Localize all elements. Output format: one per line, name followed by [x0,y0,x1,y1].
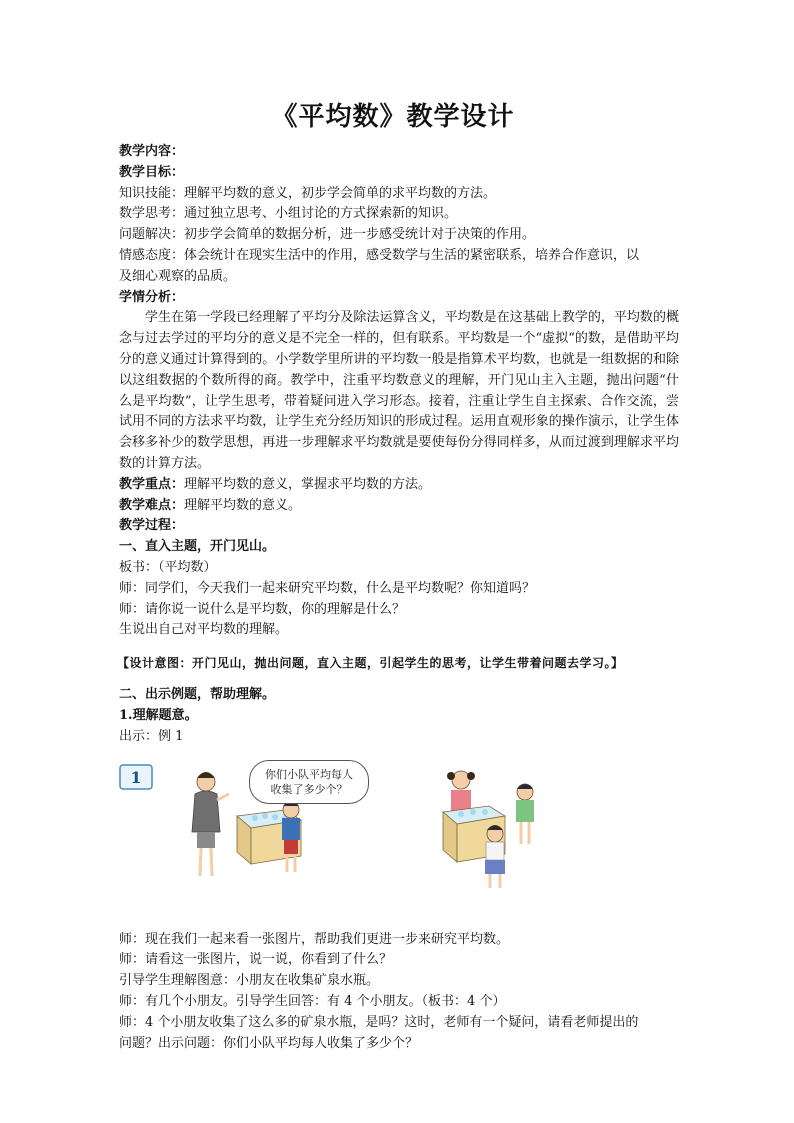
show-example: 出示：例 1 [119,728,184,744]
section-one-heading: 一、直入主题，开门见山。 [119,539,276,555]
key-point-text: 理解平均数的意义，掌握求平均数的方法。 [184,476,432,492]
heading-objectives: 教学目标： [119,164,185,180]
badge-number: 1 [130,767,142,787]
teacher-line-5: 师：有几个小朋友。引导学生回答：有 4 个小朋友。（板书：4 个） [119,993,506,1009]
example-illustration [119,754,679,924]
analysis-paragraph: 学生在第一学段已经理解了平均分及除法运算含义，平均数是在这基础上教学的，平均数的概念与过去学过的平均分的意义是不完全一样的，但有联系。平均数是一个“虚拟“的数，是借助平均分的意义通过计算得到的。小学数学里所讲的平均数一般是指算术平均数，也就是一组数据的和除以这组数据的个数所得的商。教学中，注重平均数意义的理解，开门见山主入主题，抛出问题“什么是平均数”，让学生思考，带着疑问进入学习形态。接着，注重让学生自主探索、合作交流，尝试用不同的方法求平均数，让学生充分经历知识的形成过程。运用直观形象的操作演示，让学生体会移多补少的数学思想，再进一步理解求平均数就是要使每份分得同样多，从而过渡到理解求平均数的计算方法。 [119,310,679,471]
bubble-line-2: 收集了多少个？ [270,782,348,796]
boy-green-shirt [516,784,534,844]
speech-bubble [249,760,369,804]
objective-thinking: 数学思考：通过独立思考、小组讨论的方式探索新的知识。 [119,206,458,222]
bubble-line-1: 你们小队平均每人 [265,767,353,781]
teacher-line-6a: 师：4 个小朋友收集了这么多的矿泉水瓶，是吗？这时，老师有一个疑问，请看老师提出的 [119,1014,639,1030]
board-writing: 板书：（平均数） [119,559,217,575]
teacher-line-6b: 问题？出示问题：你们小队平均每人收集了多少个？ [119,1035,419,1051]
teacher-line-3: 师：现在我们一起来看一张图片，帮助我们更进一步来研究平均数。 [119,931,510,947]
difficult-point [119,496,679,517]
design-intent-note: 【设计意图：开门见山，抛出问题，直入主题，引起学生的思考，让学生带着问题去学习。】 [117,656,624,671]
objective-attitude-1: 情感态度：体会统计在现实生活中的作用，感受数学与生活的紧密联系，培养合作意识，以 [119,247,640,263]
subsection-heading: 1.理解题意。 [119,707,198,723]
heading-process: 教学过程： [119,518,185,534]
objective-attitude-2: 及细心观察的品质。 [119,268,237,284]
document-title: 《平均数》教学设计 [271,102,515,132]
teacher-figure [192,772,229,876]
example-number-badge [119,764,153,790]
section-two-heading: 二、出示例题，帮助理解。 [119,687,276,703]
guide-line-1: 引导学生理解图意：小朋友在收集矿泉水瓶。 [119,973,380,989]
heading-analysis: 学情分析： [119,289,185,305]
student-line: 生说出自己对平均数的理解。 [119,622,289,638]
teacher-line-1: 师：同学们，今天我们一起来研究平均数，什么是平均数呢？你知道吗？ [119,580,536,596]
boy-blue-shirt [282,801,300,872]
teacher-line-4: 师：请看这一张图片，说一说，你看到了什么？ [119,952,393,968]
girl-with-pigtails [447,771,475,812]
difficult-point-text: 理解平均数的意义。 [184,497,302,513]
key-point-label: 教学重点： [119,476,185,492]
document-page [119,100,679,1054]
heading-content: 教学内容： [119,144,185,159]
child-striped-skirt [485,825,505,888]
key-point [119,475,679,496]
difficult-point-label: 教学难点： [119,497,185,513]
objective-problem-solving: 问题解决：初步学会简单的数据分析，进一步感受统计对于决策的作用。 [119,227,536,243]
teacher-line-2: 师：请你说一说什么是平均数，你的理解是什么？ [119,601,406,617]
objective-knowledge: 知识技能：理解平均数的意义，初步学会简单的求平均数的方法。 [119,185,497,201]
